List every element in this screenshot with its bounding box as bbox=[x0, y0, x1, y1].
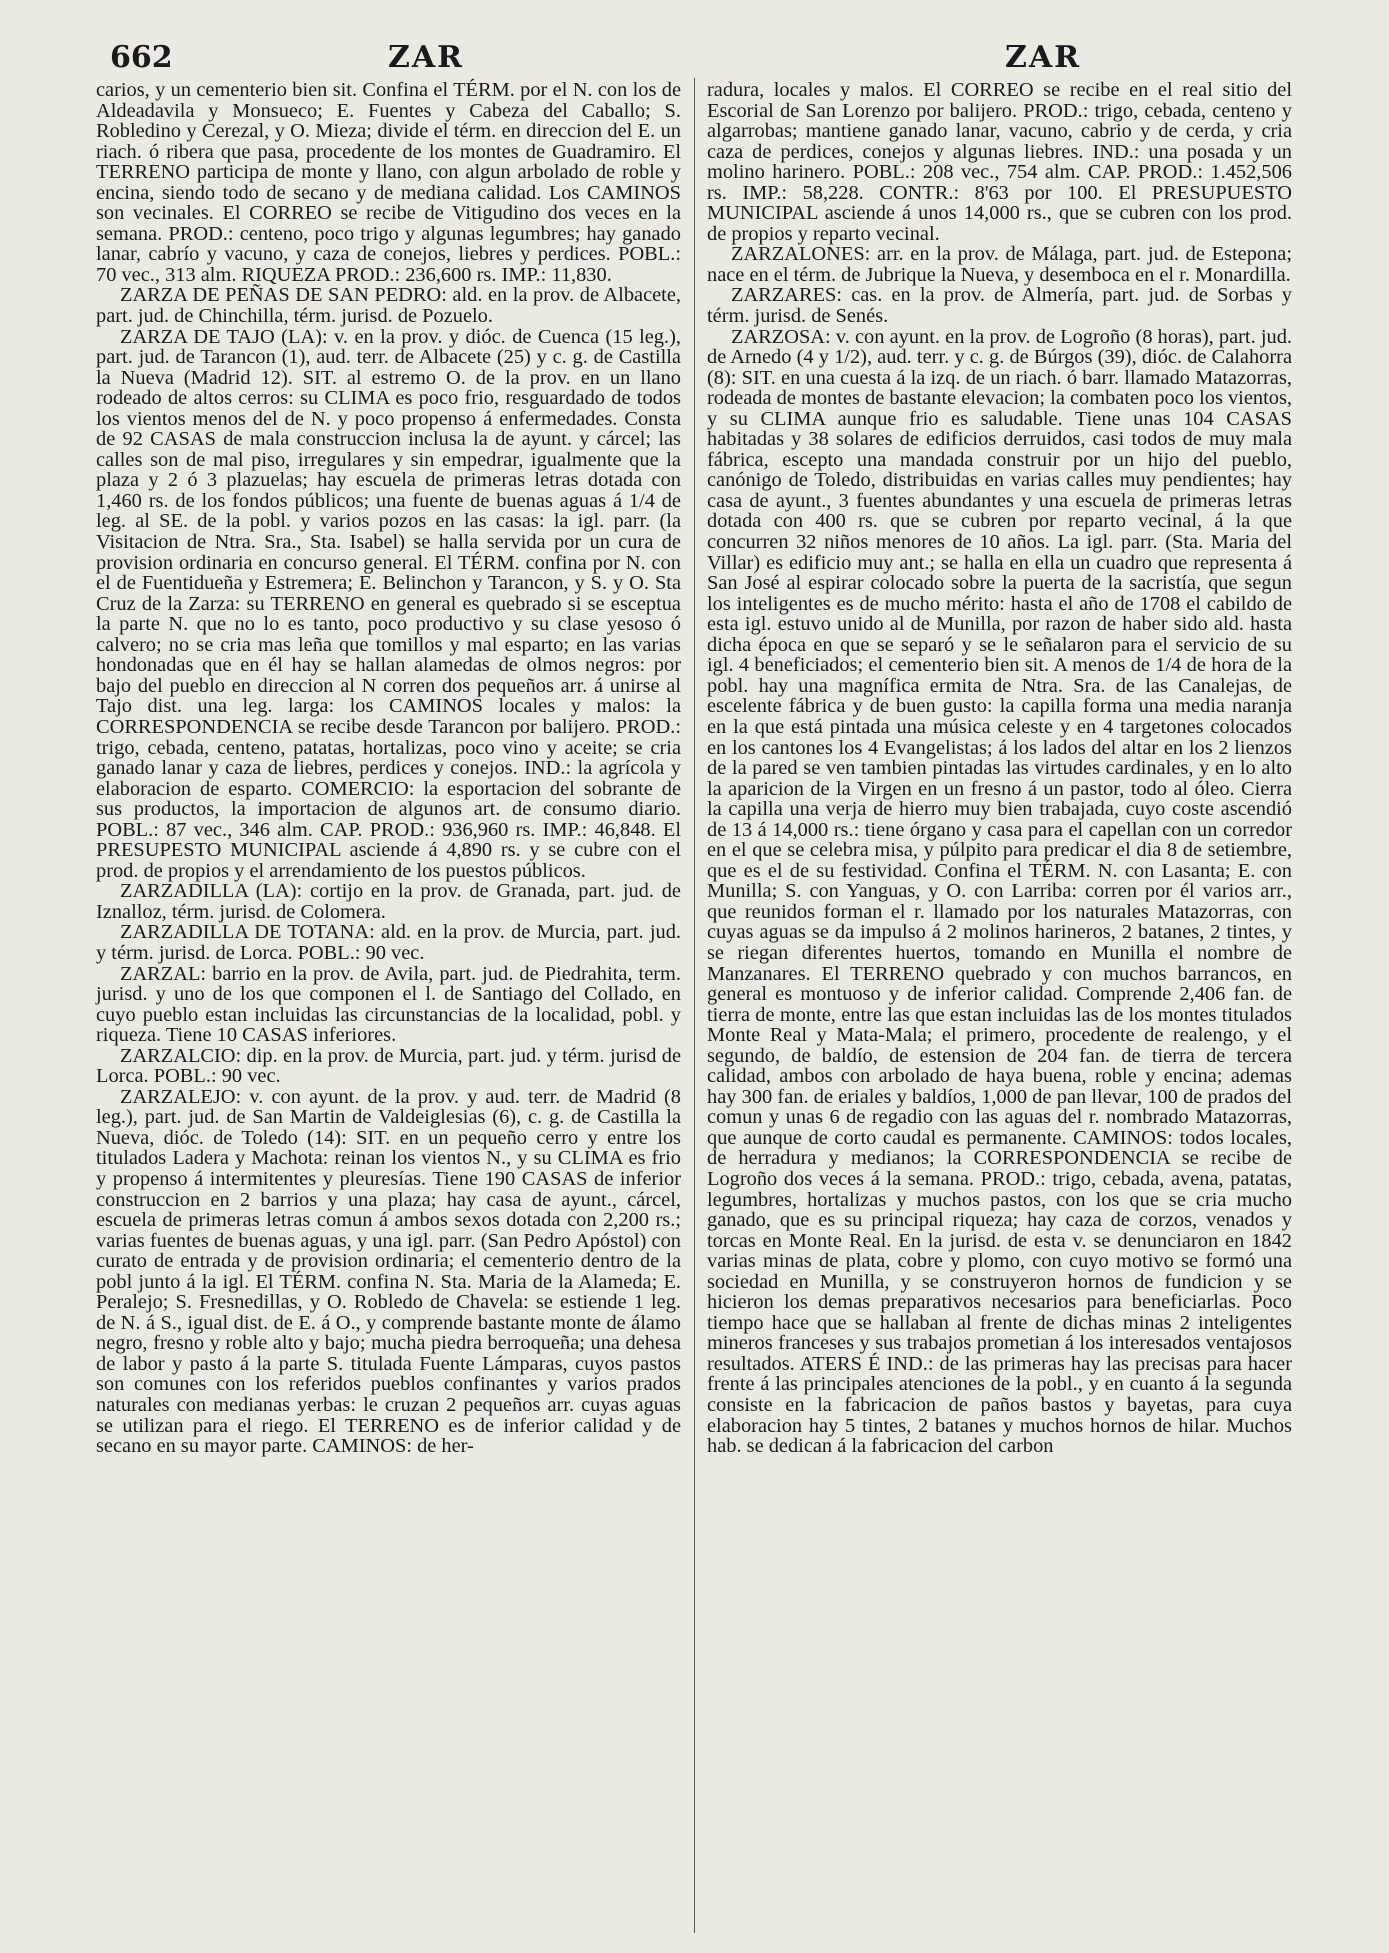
entry-body: : ald. en la prov. de Albacete, part. jud. de Chinchilla, térm. jurisd. de Pozuelo. bbox=[96, 284, 681, 328]
running-head-right: ZAR bbox=[1005, 40, 1082, 75]
entry bbox=[707, 285, 1292, 326]
page-number: 662 bbox=[110, 40, 173, 75]
entry-headword: ZARZOSA bbox=[731, 325, 826, 348]
entry bbox=[96, 964, 681, 1046]
entry-body: : v. con ayunt. en la prov. de Logroño (8 horas), part. jud. de Arnedo (4 y 1/2), aud. terr. y c. g. de Búrgos (39), dióc. de Calahorra (8): SIT. en una cuesta á la izq. de un riach. ó barr. llamado Matazorras, rodeada de montes de bastante elevacion; la combaten poco los vientos, y su CLIMA aunque frio es saludable. Tiene unas 104 CASAS habitadas y 38 solares de edificios derruidos, casi todos de muy mala fábrica, escepto una mandada construir por un hijo del pueblo, canónigo de Toledo, distribuidas en varias calles muy pendientes; hay casa de ayunt., 3 fuentes abundantes y una escuela de primeras letras dotada con 400 rs. que se cubren por reparto vecinal, á la que concurren 32 niños menores de 10 años. La igl. parr. (Sta. Maria del Villar) es edificio muy ant.; se halla en ella un cuadro que representa á San José al espirar colocado sobre la puerta de la sacristía, que segun los inteligentes es de mucho mérito: hasta el año de 1708 el cabildo de esta igl. estuvo unido al de Munilla, por razon de haber sido ald. hasta dicha época en que se separó y se le señalaron para el servicio de su igl. 4 beneficiados; el cementerio bien sit. A menos de 1/4 de hora de la pobl. hay una magnífica ermita de Ntra. Sra. de las Canalejas, de escelente fábrica y de buen gusto: la capilla forma una media naranja en la que está pintada una música celeste y en 4 targetones colocados en los cantones los 4 Evangelistas; á los lados del altar en los 2 lienzos de la pared se ven tambien pintadas las virtudes cardinales, y en lo alto la aparicion de la Virgen en un fresno á un pastor, todo al óleo. Cierra la capilla una verja de hierro muy bien trabajada, cuyo coste ascendió de 13 á 14,000 rs.: tiene órgano y casa para el capellan con un corredor en el que se celebra misa, y púlpito para predicar el dia 8 de setiembre, que es el de su festividad. Confina el TÉRM. N. con Lasanta; E. con Munilla; S. con Yanguas, y O. con Larriba: corren por él varios arr., que reunidos forman el r. llamado por los naturales Matazorras, con cuyas aguas se da impulso á 2 molinos harineros, 2 batanes, 2 tintes, y se riegan diferentes huertos, tomando en Munilla el nombre de Manzanares. El TERRENO quebrado y con muchos barrancos, en general es montuoso y de inferior calidad. Comprende 2,406 fan. de tierra de monte, entre las que estan incluidas las de los montes titulados Monte Real y Mata-Mala; el primero, procedente de realengo, y el segundo, de baldío, de estension de 204 fan. de tierra de tercera calidad, ambos con arbolado de haya buena, roble y encina; ademas hay 300 fan. de eriales y baldíos, 1,000 de pan llevar, 100 de prados del comun y unas 6 de regadio con las aguas del r. nombrado Matazorras, que aunque de corto caudal es permanente. CAMINOS: todos locales, de herradura y medianos; la CORRESPONDENCIA se recibe de Logroño dos veces á la semana. PROD.: trigo, cebada, avena, patatas, legumbres, hortalizas y muchos pastos, con los que se cria mucho ganado, que es su principal riqueza; hay caza de corzos, venados y torcas en Monte Real. En la jurisd. de esta v. se denunciaron en 1842 varias minas de plata, cobre y plomo, con cuyo motivo se formó una sociedad en Munilla, y se construyeron hornos de fundicion y se hicieron los demas preparativos necesarios para beneficiarlas. Poco tiempo hace que se hallaban al frente de dichas minas 2 inteligentes mineros franceses y sus trabajos prometian á los interesados ventajosos resultados. ATERS É IND.: de las primeras hay las precisas para hacer frente á las principales atenciones de la pobl., y en cuanto á la segunda consiste en la fabricacion de paños bastos y bayetas, para cuya elaboracion hay 5 tintes, 2 batanes y muchos hornos de hilar. Muchos hab. se dedican á la fabricacion del carbon bbox=[707, 325, 1292, 1458]
entry bbox=[96, 881, 681, 922]
entry-headword: ZARZADILLA DE TOTANA bbox=[120, 921, 370, 944]
entry bbox=[96, 1087, 681, 1457]
running-head-left: ZAR bbox=[388, 40, 465, 75]
entry-continuation: radura, locales y malos. El CORREO se recibe en el real sitio del Escorial de San Lorenzo por balijero. PROD.: trigo, cebada, centeno y algarrobas; mantiene ganado lanar, vacuno, cabrio y de cerda, y cria caza de perdices, conejos y algunas liebres. IND.: una posada y un molino harinero. POBL.: 208 vec., 754 alm. CAP. PROD.: 1.452,506 rs. IMP.: 58,228. CONTR.: 8'63 por 100. El PRESUPUESTO MUNICIPAL asciende á unos 14,000 rs., que se cubren con los prod. de propios y reparto vecinal. bbox=[707, 79, 1292, 245]
entry-headword: ZARZALEJO bbox=[120, 1085, 236, 1108]
entry-body: : v. con ayunt. de la prov. y aud. terr. de Madrid (8 leg.), part. jud. de San Martin de Valdeiglesias (6), c. g. de Castilla la Nueva, dióc. de Toledo (14): SIT. en un pequeño cerro y entre los titulados Ladera y Machota: reinan los vientos N., y su CLIMA es frio y propenso á intermitentes y pleuresías. Tiene 190 CASAS de inferior construccion en 2 barrios y una plaza; hay casa de ayunt., cárcel, escuela de primeras letras comun á ambos sexos dotada con 2,200 rs.; varias fuentes de buenas aguas, y una igl. parr. (San Pedro Apóstol) con curato de entrada y de provision ordinaria; el cementerio dentro de la pobl junto á la igl. El TÉRM. confina N. Sta. Maria de la Alameda; E. Peralejo; S. Fresnedillas, y O. Robledo de Chavela: se estiende 1 leg. de N. á S., igual dist. de E. á O., y comprende bastante monte de álamo negro, fresno y roble alto y bajo; mucha piedra berroqueña; una dehesa de labor y pasto á la parte S. titulada Fuente Lámparas, cuyos pastos son comunes con los referidos pueblos confinantes y varios prados naturales con medianas yerbas: le cruzan 2 pequeños arr. cuyas aguas se utilizan para el riego. El TERRENO es de inferior calidad y de secano en su mayor parte. CAMINOS: de her- bbox=[96, 1085, 681, 1458]
entry bbox=[96, 1046, 681, 1087]
right-column bbox=[707, 80, 1292, 1457]
entry-body: : v. en la prov. y dióc. de Cuenca (15 leg.), part. jud. de Tarancon (1), aud. terr. de Albacete (25) y c. g. de Castilla la Nueva (Madrid 12). SIT. al estremo O. de la prov. en un llano rodeado de altos cerros: su CLIMA es poco frio, resguardado de todos los vientos menos del de N. y poco propenso á enfermedades. Consta de 92 CASAS de mala construccion inclusa la de ayunt. y cárcel; las calles son de mal piso, irregulares y sin empedrar, igualmente que la plaza y 2 ó 3 plazuelas; hay escuela de primeras letras dotada con 1,460 rs. de los fondos públicos; una fuente de buenas aguas á 1/4 de leg. al SE. de la pobl. y varios pozos en las casas: la igl. parr. (la Visitacion de Ntra. Sra., Sta. Isabel) se halla servida por un cura de provision ordinaria en concurso general. El TÉRM. confina por N. con el de Fuentidueña y Estremera; E. Belinchon y Tarancon, y S. y O. Sta Cruz de la Zarza: su TERRENO en general es quebrado si se esceptua la parte N. que no lo es tanto, poco productivo y su clase yesoso ó calvero; no se cria mas leña que tomillos y mal esparto; en las varias hondonadas que en él hay se hallan alamedas de olmos negros: por bajo del pueblo en direccion al N corren dos pequeños arr. á unirse al Tajo dist. una leg. larga: los CAMINOS locales y malos: la CORRESPONDENCIA se recibe desde Tarancon por balijero. PROD.: trigo, cebada, centeno, patatas, hortalizas, poco vino y aceite; se cria ganado lanar y caza de liebres, perdices y conejos. IND.: la agrícola y elaboracion de esparto. COMERCIO: la esportacion del sobrante de sus productos, la importacion de algunos art. de consumo diario. POBL.: 87 vec., 346 alm. CAP. PROD.: 936,960 rs. IMP.: 46,848. El PRESUPESTO MUNICIPAL asciende á 4,890 rs. y se cubre con el prod. de propios y el arrendamiento de los puestos públicos. bbox=[96, 325, 681, 882]
entry-body: : barrio en la prov. de Avila, part. jud. de Piedrahita, term. jurisd. y uno de los que componen el l. de Santiago del Collado, en cuyo pueblo estan incluidas las circunstancias de la localidad, pobl. y riqueza. Tiene 10 CASAS inferiores. bbox=[96, 962, 681, 1047]
entry bbox=[707, 244, 1292, 285]
entry-headword: ZARZARES bbox=[731, 284, 837, 307]
entry-body: : arr. en la prov. de Málaga, part. jud. de Estepona; nace en el térm. de Jubrique la Nueva, y desemboca en el r. Monardilla. bbox=[707, 243, 1292, 286]
column-divider bbox=[694, 78, 695, 1933]
entry-body: : ald. en la prov. de Murcia, part. jud. y térm. jurisd. de Lorca. POBL.: 90 vec. bbox=[96, 921, 682, 964]
entry-body: : cortijo en la prov. de Granada, part. jud. de Iznalloz, térm. jurisd. de Colomera. bbox=[96, 880, 681, 923]
entry-headword: ZARZA DE PEÑAS DE SAN PEDRO bbox=[120, 284, 442, 307]
entry-body: : dip. en la prov. de Murcia, part. jud. y térm. jurisd de Lorca. POBL.: 90 vec. bbox=[96, 1044, 681, 1088]
entry bbox=[96, 327, 681, 882]
entry-headword: ZARZALCIO bbox=[120, 1044, 236, 1067]
entry-headword: ZARZADILLA (LA) bbox=[120, 880, 297, 903]
entry-headword: ZARZA DE TAJO (LA) bbox=[120, 325, 322, 348]
entry-body: : cas. en la prov. de Almería, part. jud. de Sorbas y térm. jurisd. de Senés. bbox=[707, 284, 1292, 328]
entry-headword: ZARZALONES bbox=[731, 243, 865, 266]
entry bbox=[96, 922, 681, 963]
page-header bbox=[0, 40, 1389, 80]
entry bbox=[707, 327, 1292, 1457]
entry-continuation: carios, y un cementerio bien sit. Confina el TÉRM. por el N. con los de Aldeadavila y Monsueco; E. Fuentes y Cabeza del Caballo; S. Robledino y Cerezal, y O. Mieza; divide el térm. en direccion del E. un riach. ó ribera que pasa, procedente de los montes de Guadramiro. El TERRENO participa de monte y llano, con algun arbolado de roble y encina, siendo todo de secano y de mediana calidad. Los CAMINOS son vecinales. El CORREO se recibe de Vitigudino dos veces en la semana. PROD.: centeno, poco trigo y algunas legumbres; hay ganado lanar, cabrío y vacuno, y caza de conejos, liebres y perdices. POBL.: 70 vec., 313 alm. RIQUEZA PROD.: 236,600 rs. IMP.: 11,830. bbox=[96, 79, 681, 286]
left-column bbox=[96, 80, 681, 1457]
entry-headword: ZARZAL bbox=[120, 962, 201, 985]
entry bbox=[96, 285, 681, 326]
